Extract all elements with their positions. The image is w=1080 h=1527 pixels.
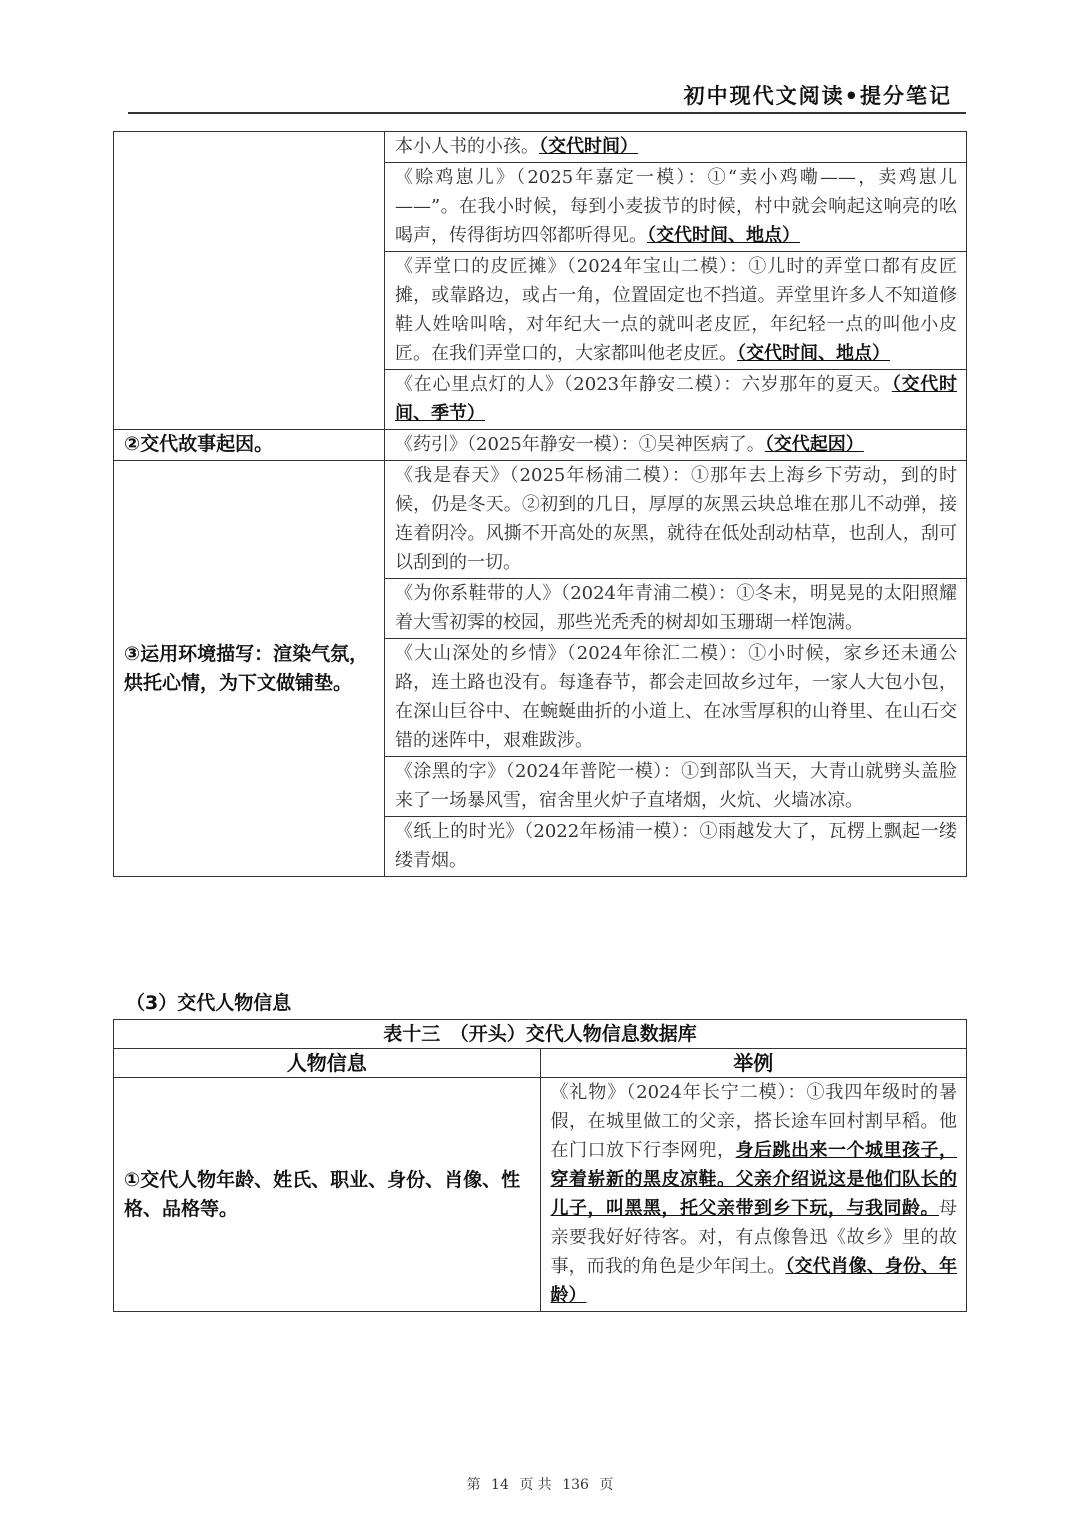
example-cell: 《涂黑的字》（2024年普陀一模）：①到部队当天，大青山就劈头盖脸来了一场暴风雪，宿舍里火炉子直堵烟，火炕、火墙冰凉。 [385,757,967,817]
annotation: （交代时间） [539,136,638,157]
example-text: 《药引》（2025年静安一模）：①吴神医病了。 [395,434,765,455]
annotation: （交代时间、季节） [395,374,958,424]
example-cell [385,252,967,370]
header-divider [128,112,966,114]
highlighted-text: 身后跳出来一个城里孩子，穿着崭新的黑皮凉鞋。父亲介绍说这是他们队长的儿子，叫黑黑，托父亲带到乡下玩，与我同龄。 [550,1140,957,1219]
example-text: 《在心里点灯的人》（2023年静安二模）：六岁那年的夏天。 [395,374,892,395]
page-number: 14 [491,1477,509,1493]
footer-middle: 页 共 [519,1477,552,1493]
column-header: 举例 [540,1049,967,1078]
table-header-row [114,1049,967,1078]
example-text: 母亲要我好好待客。对，有点像鲁迅《故乡》里的故事，而我的角色是少年闰土。 [550,1198,957,1277]
data-table-characters [113,1019,967,1312]
annotation: （交代肖像、身份、年龄） [550,1256,958,1306]
cause-label: ②交代故事起因。 [114,430,385,461]
example-text: 《弄堂口的皮匠摊》（2024年宝山二模）：①儿时的弄堂口都有皮匠摊，或靠路边，或占一角，位置固定也不挡道。弄堂里许多人不知道修鞋人姓啥叫啥，对年纪大一点的就叫老皮匠，年纪轻一点的叫他小皮匠。在我们弄堂口的，大家都叫他老皮匠。 [395,256,957,364]
example-text: 本小人书的小孩。 [395,136,539,157]
table-caption-row [114,1020,967,1049]
page-footer [0,1474,1080,1494]
example-cell: 《为你系鞋带的人》（2024年青浦二模）：①冬末，明晃晃的太阳照耀着大雪初霁的校园，那些光秃秃的树却如玉珊瑚一样饱满。 [385,579,967,639]
example-cell [385,132,967,163]
example-cell: 《我是春天》（2025年杨浦二模）：①那年去上海乡下劳动，到的时候，仍是冬天。②初到的几日，厚厚的灰黑云块总堆在那儿不动弹，接连着阴冷。风撕不开高处的灰黑，就待在低处刮动枯草，也刮人，刮可以刮到的一切。 [385,461,967,579]
example-cell [385,430,967,461]
footer-prefix: 第 [466,1477,481,1493]
example-cell [385,370,967,430]
example-text: 《赊鸡崽儿》（2025年嘉定一模）：①“卖小鸡嘞——，卖鸡崽儿——”。在我小时候，每到小麦拔节的时候，村中就会响起这响亮的吆喝声，传得街坊四邻都听得见。 [395,167,957,246]
table-row [114,461,967,579]
table-row [114,132,967,163]
data-table-settings [113,131,967,877]
annotation: （交代时间、地点） [647,225,800,246]
example-text: 《礼物》（2024年长宁二模）：①我四年级时的暑假，在城里做工的父亲，搭长途车回村割早稻。他在门口放下行李网兜， [550,1082,957,1161]
character-label: ①交代人物年龄、姓氏、职业、身份、肖像、性格、品格等。 [114,1078,541,1312]
annotation: （交代时间、地点） [737,343,890,364]
table-row [114,430,967,461]
example-cell: 《纸上的时光》（2022年杨浦一模）：①雨越发大了，瓦楞上飘起一缕缕青烟。 [385,817,967,877]
column-header: 人物信息 [114,1049,541,1078]
example-cell [385,163,967,252]
section-heading: （3）交代人物信息 [126,992,292,1014]
environment-label: ③运用环境描写：渲染气氛，烘托心情，为下文做铺垫。 [114,461,385,877]
empty-label-cell [114,132,385,430]
table-caption: 表十三 （开头）交代人物信息数据库 [114,1020,967,1049]
table-row [114,1078,967,1312]
header-title: 初中现代文阅读•提分笔记 [683,84,952,108]
example-cell: 《大山深处的乡情》（2024年徐汇二模）：①小时候，家乡还未通公路，连土路也没有。每逢春节，都会走回故乡过年，一家人大包小包，在深山巨谷中、在蜿蜒曲折的小道上、在冰雪厚积的山脊里、在山石交错的迷阵中，艰难跋涉。 [385,639,967,757]
example-cell [540,1078,967,1312]
annotation: （交代起因） [764,434,864,455]
footer-suffix: 页 [599,1477,614,1493]
page-total: 136 [562,1477,589,1493]
